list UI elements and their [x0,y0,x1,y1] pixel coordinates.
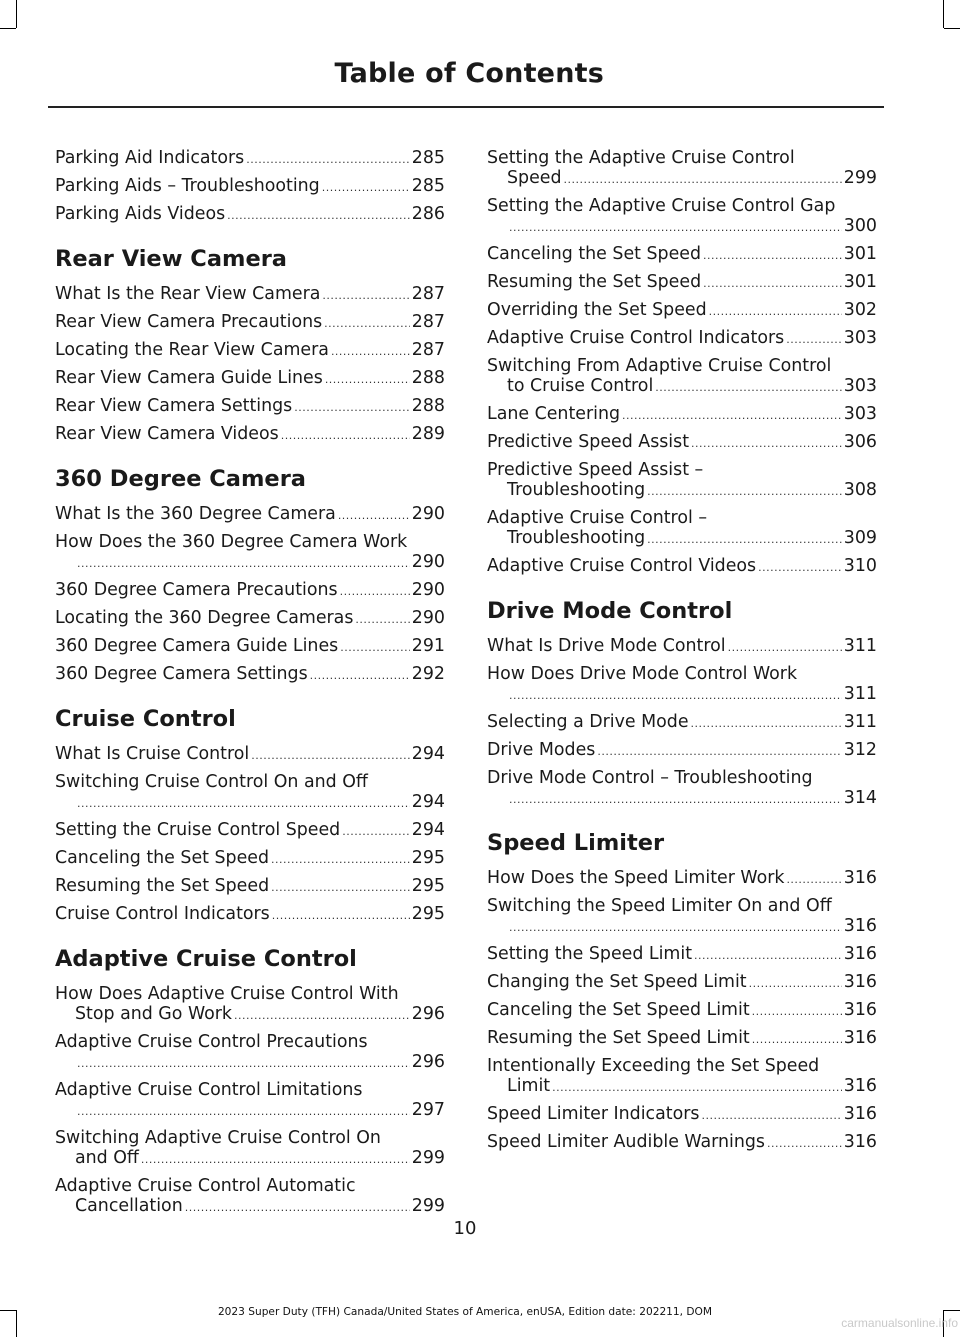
toc-entry[interactable] [487,896,877,938]
dot-leader [691,434,842,454]
toc-entry-title: What Is the Rear View Camera [55,284,321,304]
toc-entry-page: 316 [843,1076,877,1096]
toc-entry-page: 303 [843,404,877,424]
toc-entry-page: 316 [843,916,877,936]
dot-leader [322,286,409,306]
dot-leader [325,370,410,390]
dot-leader [509,790,842,810]
page-title: Table of Contents [334,58,604,89]
toc-entry-page: 311 [843,636,877,656]
toc-entry-title: How Does the 360 Degree Camera Work [55,532,408,552]
toc-entry-page: 296 [411,1052,445,1072]
toc-entry[interactable] [55,396,445,418]
toc-entry[interactable] [55,608,445,630]
toc-entry-page: 294 [411,744,445,764]
toc-entry-title: Drive Mode Control – Troubleshooting [487,768,813,788]
toc-entry-page: 311 [843,684,877,704]
crop-mark [944,28,960,29]
dot-leader [758,558,842,578]
toc-entry-page: 295 [411,904,445,924]
dot-leader [703,274,842,294]
toc-entry-title: Troubleshooting [507,528,646,548]
dot-leader [509,918,842,938]
toc-entry-page: 316 [843,944,877,964]
dot-leader [246,150,410,170]
toc-entry[interactable] [487,664,877,706]
toc-entry[interactable] [487,196,877,238]
toc-entry[interactable] [487,404,877,426]
toc-right-column [487,148,877,1160]
toc-entry-title: Intentionally Exceeding the Set Speed [487,1056,820,1076]
toc-entry-title: Resuming the Set Speed [487,272,702,292]
dot-leader [324,314,410,334]
toc-entry-page: 295 [411,848,445,868]
section-heading: Rear View Camera [55,246,287,272]
toc-entry-page: 316 [843,1132,877,1152]
toc-entry[interactable] [487,768,877,810]
dot-leader [752,1030,842,1050]
toc-entry-title: Canceling the Set Speed [487,244,702,264]
toc-entry-title: Speed Limiter Indicators [487,1104,700,1124]
toc-entry[interactable] [55,204,445,226]
title-divider [48,106,884,108]
dot-leader [767,1134,842,1154]
toc-entry-page: 289 [411,424,445,444]
dot-leader [77,554,410,574]
toc-entry[interactable] [487,328,877,350]
dot-leader [271,850,410,870]
toc-entry[interactable] [487,1028,877,1050]
toc-entry-title: Adaptive Cruise Control Limitations [55,1080,363,1100]
toc-entry-page: 294 [411,820,445,840]
toc-entry-title: Adaptive Cruise Control Automatic [55,1176,356,1196]
toc-entry[interactable] [487,244,877,266]
toc-entry-page: 301 [843,244,877,264]
toc-entry-page: 316 [843,1028,877,1048]
toc-entry-title: Switching the Speed Limiter On and Off [487,896,832,916]
toc-entry[interactable] [55,876,445,898]
toc-entry[interactable] [487,1056,877,1098]
toc-entry[interactable] [487,148,877,190]
toc-entry-page: 297 [411,1100,445,1120]
dot-leader [271,878,410,898]
toc-entry-title: Adaptive Cruise Control Precautions [55,1032,368,1052]
toc-entry-page: 294 [411,792,445,812]
dot-leader [355,610,409,630]
dot-leader [509,686,842,706]
toc-entry-page: 302 [843,300,877,320]
toc-entry-title: Locating the 360 Degree Cameras [55,608,354,628]
dot-leader [701,1106,841,1126]
toc-entry-title: 360 Degree Camera Precautions [55,580,338,600]
toc-entry-title: Parking Aid Indicators [55,148,245,168]
toc-entry-title: Lane Centering [487,404,621,424]
dot-leader [294,398,410,418]
toc-entry-title: Overriding the Set Speed [487,300,707,320]
toc-entry[interactable] [55,504,445,526]
toc-entry-title: to Cruise Control [507,376,654,396]
toc-entry[interactable] [55,368,445,390]
toc-entry-title: Rear View Camera Guide Lines [55,368,323,388]
toc-entry-title: Speed [507,168,562,188]
toc-entry-page: 287 [411,340,445,360]
toc-entry-title: Adaptive Cruise Control Videos [487,556,757,576]
toc-entry-title: Selecting a Drive Mode [487,712,689,732]
dot-leader [141,1150,410,1170]
toc-entry-title: Rear View Camera Videos [55,424,279,444]
section-heading: 360 Degree Camera [55,466,306,492]
toc-entry-page: 316 [843,868,877,888]
section-heading: Cruise Control [55,706,236,732]
toc-entry-title: Drive Modes [487,740,596,760]
toc-entry-page: 285 [411,148,445,168]
toc-entry-title: Setting the Adaptive Cruise Control Gap [487,196,836,216]
toc-entry[interactable] [487,460,877,502]
toc-entry-title: Troubleshooting [507,480,646,500]
dot-leader [77,1054,410,1074]
toc-entry[interactable] [487,972,877,994]
toc-entry-page: 303 [843,376,877,396]
toc-entry[interactable] [487,300,877,322]
toc-entry-title: Switching From Adaptive Cruise Control [487,356,832,376]
toc-entry-title: Resuming the Set Speed Limit [487,1028,750,1048]
dot-leader [77,1102,410,1122]
toc-entry-page: 300 [843,216,877,236]
toc-entry[interactable] [487,508,877,550]
toc-entry-page: 303 [843,328,877,348]
toc-entry-page: 312 [843,740,877,760]
section-heading: Speed Limiter [487,830,665,856]
toc-entry-title: Speed Limiter Audible Warnings [487,1132,765,1152]
dot-leader [786,870,841,890]
toc-entry-title: Rear View Camera Precautions [55,312,323,332]
toc-entry-page: 306 [843,432,877,452]
toc-entry-title: How Does Drive Mode Control Work [487,664,798,684]
toc-entry[interactable] [55,772,445,814]
toc-entry-title: Resuming the Set Speed [55,876,270,896]
toc-entry-page: 287 [411,284,445,304]
toc-entry-title: How Does Adaptive Cruise Control With [55,984,399,1004]
dot-leader [185,1198,410,1218]
dot-leader [251,746,410,766]
dot-leader [227,206,410,226]
toc-entry-title: 360 Degree Camera Guide Lines [55,636,339,656]
toc-entry[interactable] [487,432,877,454]
toc-entry-page: 316 [843,1104,877,1124]
toc-entry[interactable] [55,340,445,362]
toc-entry-title: Parking Aids – Troubleshooting [55,176,320,196]
toc-entry-page: 288 [411,368,445,388]
section-heading: Drive Mode Control [487,598,733,624]
toc-entry[interactable] [55,636,445,658]
toc-entry-title: What Is Drive Mode Control [487,636,726,656]
crop-mark [944,1310,960,1311]
toc-entry[interactable] [487,868,877,890]
toc-entry[interactable] [55,744,445,766]
toc-entry[interactable] [55,664,445,686]
toc-entry[interactable] [55,580,445,602]
toc-entry-title: Limit [507,1076,551,1096]
toc-entry[interactable] [55,176,445,198]
toc-left-column [55,148,445,1224]
toc-entry[interactable] [55,1176,445,1218]
dot-leader [272,906,410,926]
toc-entry-title: How Does the Speed Limiter Work [487,868,785,888]
crop-mark [0,28,16,29]
toc-entry[interactable] [55,284,445,306]
toc-entry-title: Stop and Go Work [75,1004,232,1024]
toc-entry[interactable] [55,904,445,926]
toc-entry-page: 286 [411,204,445,224]
dot-leader [331,342,410,362]
toc-entry[interactable] [487,1132,877,1154]
dot-leader [647,530,842,550]
toc-entry[interactable] [487,712,877,734]
dot-leader [647,482,842,502]
toc-entry-page: 311 [843,712,877,732]
dot-leader [728,638,842,658]
dot-leader [281,426,410,446]
toc-entry-title: Rear View Camera Settings [55,396,293,416]
dot-leader [694,946,842,966]
section-heading: Adaptive Cruise Control [55,946,357,972]
toc-entry-page: 308 [843,480,877,500]
toc-entry-page: 290 [411,504,445,524]
dot-leader [709,302,842,322]
toc-entry[interactable] [55,312,445,334]
toc-entry-page: 316 [843,972,877,992]
toc-entry-page: 301 [843,272,877,292]
dot-leader [342,822,410,842]
toc-entry-title: 360 Degree Camera Settings [55,664,308,684]
toc-entry[interactable] [55,984,445,1026]
toc-entry[interactable] [55,848,445,870]
toc-entry-title: Switching Adaptive Cruise Control On [55,1128,381,1148]
dot-leader [564,170,842,190]
watermark: carmanualsonline.info [841,1316,958,1330]
toc-entry-page: 316 [843,1000,877,1020]
toc-entry[interactable] [55,1128,445,1170]
toc-entry-title: Predictive Speed Assist – [487,460,704,480]
toc-entry[interactable] [487,944,877,966]
dot-leader [77,794,410,814]
toc-entry-page: 291 [411,636,445,656]
dot-leader [786,330,842,350]
toc-entry-title: Canceling the Set Speed Limit [487,1000,750,1020]
dot-leader [749,974,842,994]
dot-leader [340,582,410,602]
toc-entry-title: Cancellation [75,1196,183,1216]
toc-entry-title: and Off [75,1148,139,1168]
dot-leader [552,1078,842,1098]
toc-entry[interactable] [55,820,445,842]
toc-entry-title: What Is Cruise Control [55,744,250,764]
toc-entry[interactable] [487,1104,877,1126]
toc-entry-page: 290 [411,580,445,600]
toc-entry-page: 299 [843,168,877,188]
dot-leader [234,1006,410,1026]
toc-entry-title: Adaptive Cruise Control Indicators [487,328,785,348]
dot-leader [322,178,410,198]
toc-entry-title: Cruise Control Indicators [55,904,270,924]
toc-entry[interactable] [55,148,445,170]
toc-entry[interactable] [487,272,877,294]
toc-entry-title: Setting the Cruise Control Speed [55,820,341,840]
toc-entry-page: 299 [411,1196,445,1216]
toc-entry-page: 287 [411,312,445,332]
dot-leader [340,638,410,658]
toc-entry-page: 292 [411,664,445,684]
dot-leader [310,666,410,686]
dot-leader [655,378,842,398]
toc-entry-title: Locating the Rear View Camera [55,340,329,360]
toc-entry-title: What Is the 360 Degree Camera [55,504,336,524]
toc-entry[interactable] [487,740,877,762]
page-number: 10 [453,1218,477,1239]
crop-mark [16,0,17,28]
dot-leader [622,406,842,426]
toc-entry-page: 288 [411,396,445,416]
toc-entry-page: 285 [411,176,445,196]
toc-entry-title: Changing the Set Speed Limit [487,972,747,992]
footer-edition-info: 2023 Super Duty (TFH) Canada/United States of America, enUSA, Edition date: 202211, DOM [217,1306,713,1318]
dot-leader [509,218,842,238]
toc-entry-title: Setting the Adaptive Cruise Control [487,148,795,168]
toc-entry-page: 299 [411,1148,445,1168]
toc-entry-title: Switching Cruise Control On and Off [55,772,368,792]
dot-leader [703,246,842,266]
dot-leader [691,714,842,734]
toc-entry-page: 296 [411,1004,445,1024]
toc-entry-page: 309 [843,528,877,548]
toc-entry[interactable] [487,1000,877,1022]
dot-leader [597,742,841,762]
toc-entry-page: 314 [843,788,877,808]
toc-entry-title: Canceling the Set Speed [55,848,270,868]
toc-entry[interactable] [55,532,445,574]
toc-entry-page: 310 [843,556,877,576]
toc-entry-page: 290 [411,552,445,572]
toc-entry[interactable] [55,1080,445,1122]
dot-leader [752,1002,842,1022]
toc-entry[interactable] [487,636,877,658]
toc-entry-page: 290 [411,608,445,628]
toc-entry[interactable] [55,424,445,446]
toc-entry-page: 295 [411,876,445,896]
toc-entry-title: Setting the Speed Limit [487,944,693,964]
toc-entry-title: Adaptive Cruise Control – [487,508,708,528]
crop-mark [943,0,944,28]
toc-entry[interactable] [487,556,877,578]
toc-entry[interactable] [55,1032,445,1074]
toc-entry-title: Predictive Speed Assist [487,432,690,452]
dot-leader [338,506,410,526]
toc-entry[interactable] [487,356,877,398]
toc-entry-title: Parking Aids Videos [55,204,226,224]
